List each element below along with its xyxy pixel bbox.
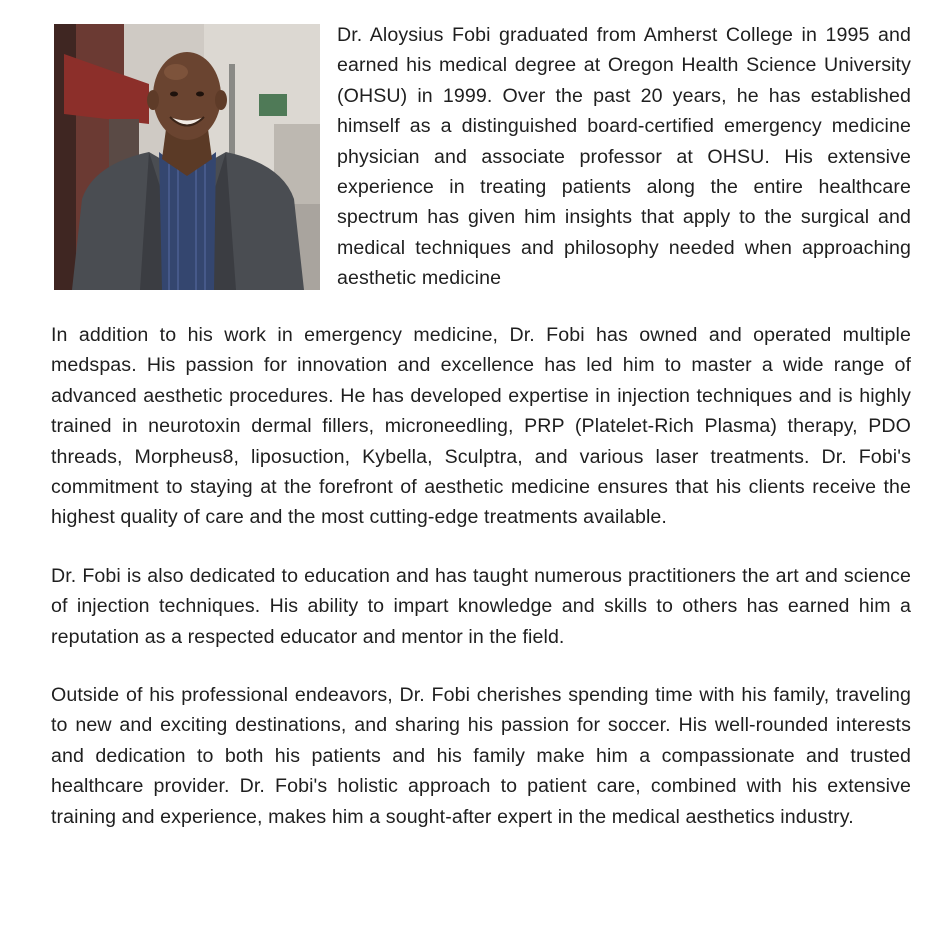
bio-paragraph-education: Dr. Aloysius Fobi graduated from Amherst College in 1995 and earned his medical degree at Oregon Health Science University (OHSU) in 1999. Over the past 20 years, he has established himself as a distinguished board-certified emergency medicine physician and associate professor at OHSU. His extensive experience in treating patients along the entire healthcare spectrum has given him insights that apply to the surgical and medical techniques and philosophy needed when approaching aesthetic medicine bbox=[337, 24, 911, 290]
bio-paragraph-aesthetics: In addition to his work in emergency medicine, Dr. Fobi has owned and operated multiple medspas. His passion for innovation and excellence has led him to master a wide range of advanced aesthetic procedures. He has developed expertise in injection techniques and is highly trained in neurotoxin dermal fillers, microneedling, PRP (Platelet-Rich Plasma) therapy, PDO threads, Morpheus8, liposuction, Kybella, Sculptra, and various laser treatments. Dr. Fobi's commitment to staying at the forefront of aesthetic medicine ensures that his clients receive the highest quality of care and the most cutting-edge treatments available. bbox=[51, 324, 911, 529]
bio-paragraph-personal: Outside of his professional endeavors, Dr. Fobi cherishes spending time with his family, traveling to new and exciting destinations, and sharing his passion for soccer. His well-rounded interests and dedication to both his patients and his family make him a compassionate and trusted healthcare provider. Dr. Fobi's holistic approach to patient care, combined with his extensive training and experience, makes him a sought-after expert in the medical aesthetics industry. bbox=[51, 684, 911, 828]
doctor-portrait-image bbox=[54, 24, 320, 290]
intro-text-column bbox=[337, 20, 911, 294]
doctor-photo bbox=[54, 24, 320, 290]
profile-section bbox=[51, 20, 911, 832]
intro-block bbox=[51, 20, 911, 300]
bio-paragraph-teaching: Dr. Fobi is also dedicated to education and has taught numerous practitioners the art and science of injection techniques. His ability to impart knowledge and skills to others has earned him a reputation as a respected educator and mentor in the field. bbox=[51, 564, 911, 648]
